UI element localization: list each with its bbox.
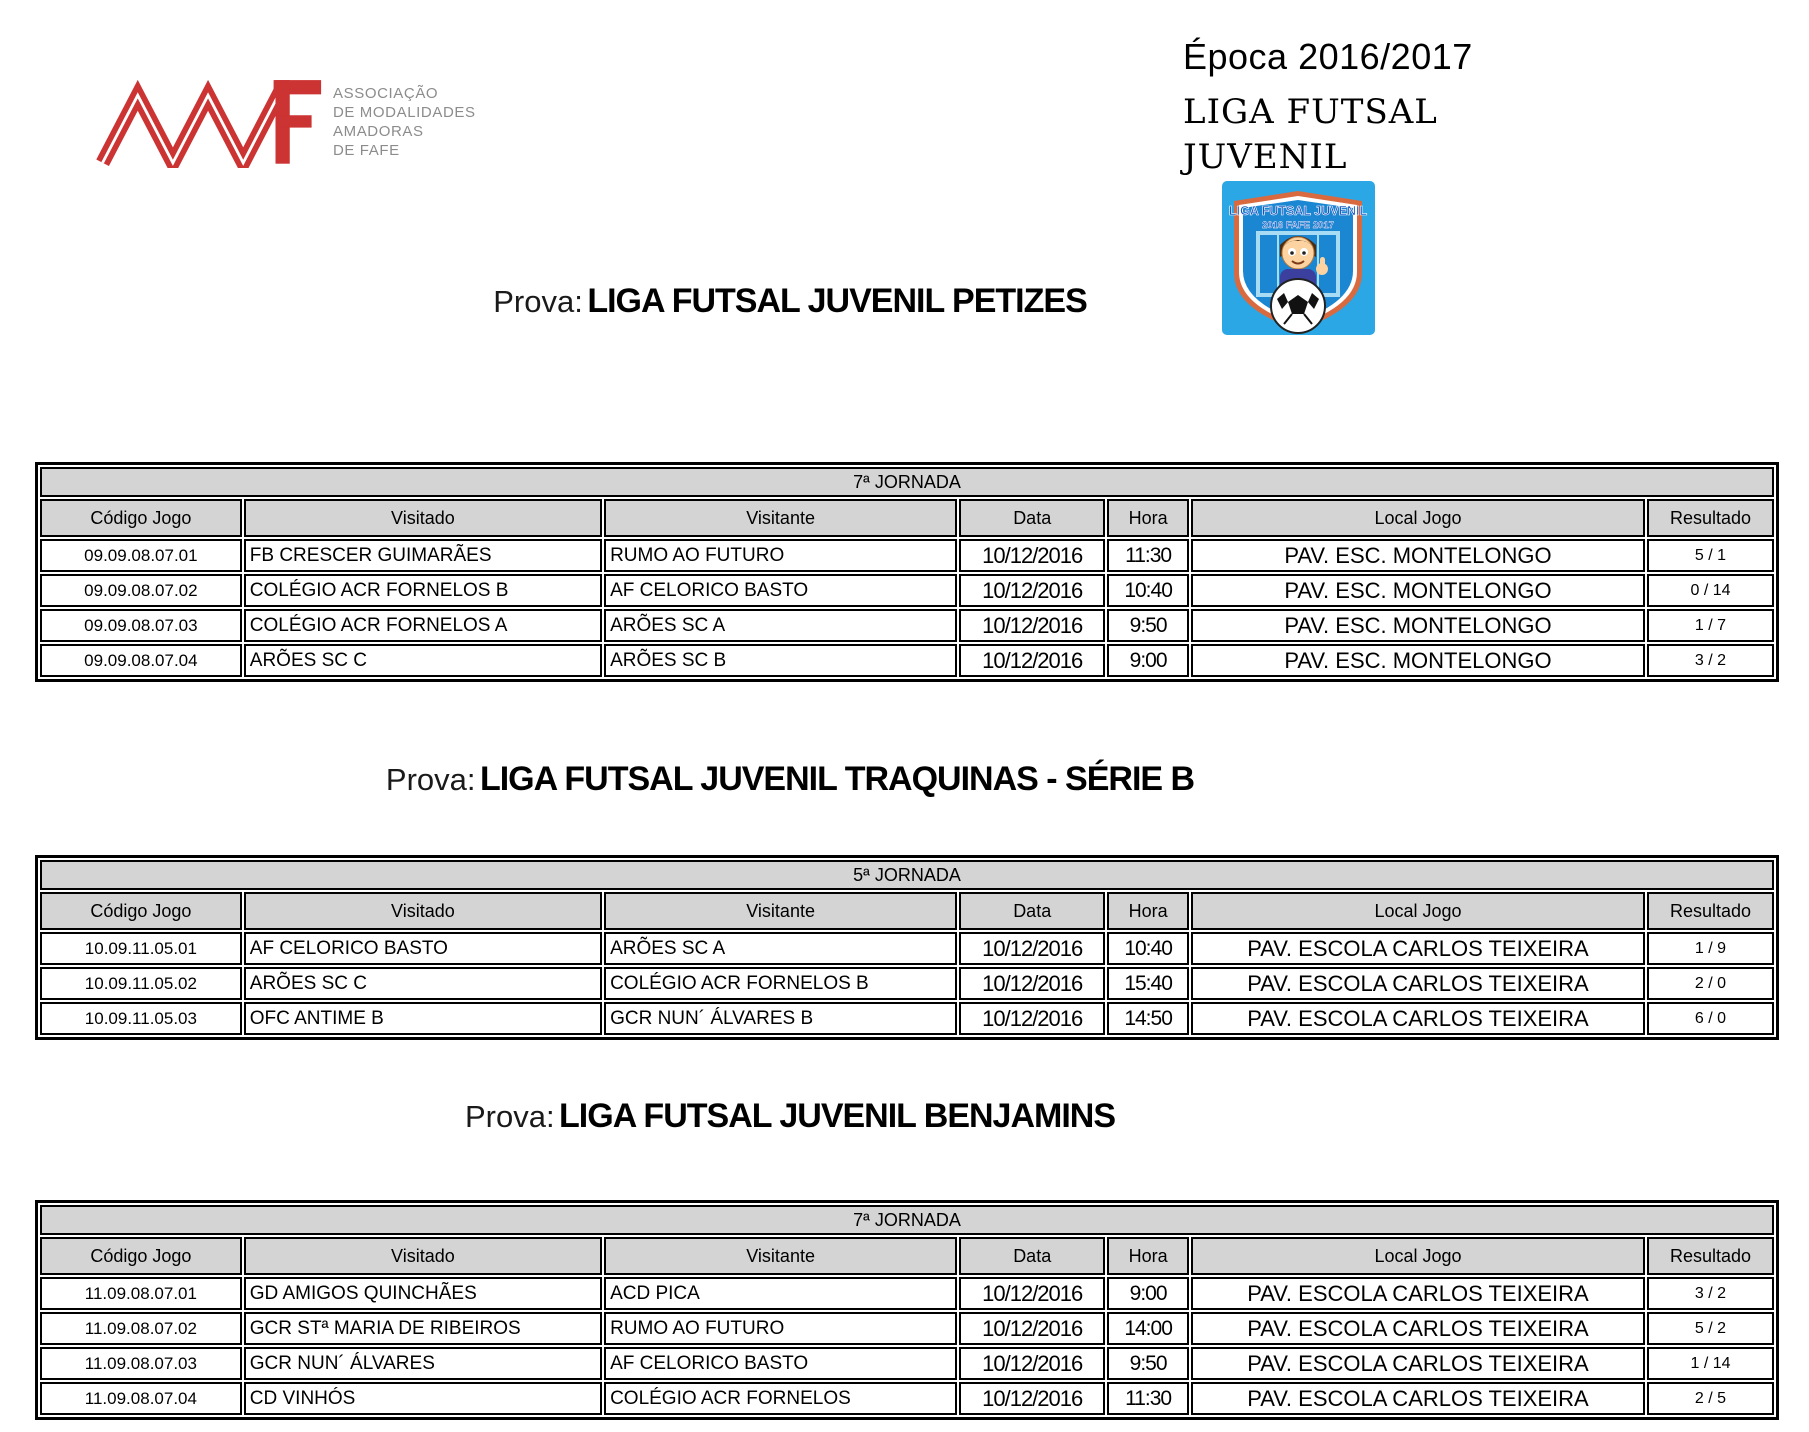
match-cell-resultado: 3 / 2: [1647, 1277, 1774, 1310]
match-cell-visitante: ACD PICA: [604, 1277, 957, 1310]
match-cell-local: PAV. ESC. MONTELONGO: [1191, 539, 1645, 572]
match-cell-hora: 10:40: [1107, 574, 1189, 607]
match-cell-local: PAV. ESCOLA CARLOS TEIXEIRA: [1191, 1347, 1645, 1380]
match-cell-data: 10/12/2016: [959, 1002, 1105, 1035]
match-cell-resultado: 5 / 1: [1647, 539, 1774, 572]
prova-label: Prova:: [493, 284, 583, 319]
logo-caption-line: ASSOCIAÇÃO: [333, 85, 439, 102]
badge-title-text: LIGA FUTSAL JUVENIL: [1228, 204, 1368, 218]
column-header-data: Data: [959, 499, 1105, 537]
badge-subtitle-text: 2016 FAFE 2017: [1262, 220, 1334, 231]
match-cell-codigo: 11.09.08.07.02: [40, 1312, 242, 1345]
match-cell-local: PAV. ESCOLA CARLOS TEIXEIRA: [1191, 967, 1645, 1000]
column-header-local-jogo: Local Jogo: [1191, 1237, 1645, 1275]
column-header-hora: Hora: [1107, 892, 1189, 930]
match-cell-resultado: 2 / 0: [1647, 967, 1774, 1000]
section-title-traquinas-serie-b: [0, 760, 1580, 799]
match-cell-data: 10/12/2016: [959, 609, 1105, 642]
match-cell-codigo: 10.09.11.05.02: [40, 967, 242, 1000]
match-cell-resultado: 5 / 2: [1647, 1312, 1774, 1345]
column-header-visitante: Visitante: [604, 1237, 957, 1275]
column-header-c-digo-jogo: Código Jogo: [40, 499, 242, 537]
match-cell-resultado: 0 / 14: [1647, 574, 1774, 607]
column-header-c-digo-jogo: Código Jogo: [40, 892, 242, 930]
match-cell-hora: 10:40: [1107, 932, 1189, 965]
match-cell-visitante: COLÉGIO ACR FORNELOS B: [604, 967, 957, 1000]
column-header-visitado: Visitado: [244, 499, 602, 537]
match-cell-visitante: RUMO AO FUTURO: [604, 1312, 957, 1345]
column-header-local-jogo: Local Jogo: [1191, 499, 1645, 537]
match-cell-visitado: GD AMIGOS QUINCHÃES: [244, 1277, 602, 1310]
match-cell-hora: 9:50: [1107, 1347, 1189, 1380]
match-cell-local: PAV. ESCOLA CARLOS TEIXEIRA: [1191, 1312, 1645, 1345]
match-cell-local: PAV. ESCOLA CARLOS TEIXEIRA: [1191, 1382, 1645, 1415]
match-cell-visitante: ARÕES SC A: [604, 609, 957, 642]
column-header-data: Data: [959, 892, 1105, 930]
column-header-visitante: Visitante: [604, 892, 957, 930]
fixtures-table-traquinas-b: [35, 855, 1779, 1040]
match-row: [40, 1312, 1774, 1345]
match-row: [40, 967, 1774, 1000]
logo-caption-line: AMADORAS: [333, 123, 424, 140]
match-cell-visitante: ARÕES SC B: [604, 644, 957, 677]
match-cell-hora: 9:00: [1107, 644, 1189, 677]
match-cell-visitante: RUMO AO FUTURO: [604, 539, 957, 572]
match-cell-visitante: COLÉGIO ACR FORNELOS: [604, 1382, 957, 1415]
match-cell-local: PAV. ESC. MONTELONGO: [1191, 574, 1645, 607]
amaf-logo-caption: [333, 84, 476, 160]
match-cell-visitante: ARÕES SC A: [604, 932, 957, 965]
prova-label: Prova:: [464, 1099, 555, 1134]
column-header-data: Data: [959, 1237, 1105, 1275]
match-row: [40, 1277, 1774, 1310]
league-title-line1: LIGA FUTSAL: [1183, 92, 1438, 132]
column-header-c-digo-jogo: Código Jogo: [40, 1237, 242, 1275]
match-cell-local: PAV. ESCOLA CARLOS TEIXEIRA: [1191, 1002, 1645, 1035]
match-cell-local: PAV. ESCOLA CARLOS TEIXEIRA: [1191, 1277, 1645, 1310]
column-header-hora: Hora: [1107, 499, 1189, 537]
match-cell-local: PAV. ESC. MONTELONGO: [1191, 644, 1645, 677]
match-cell-codigo: 11.09.08.07.03: [40, 1347, 242, 1380]
match-cell-codigo: 09.09.08.07.02: [40, 574, 242, 607]
match-cell-data: 10/12/2016: [959, 967, 1105, 1000]
match-cell-visitante: AF CELORICO BASTO: [604, 574, 957, 607]
match-cell-local: PAV. ESCOLA CARLOS TEIXEIRA: [1191, 932, 1645, 965]
match-row: [40, 932, 1774, 965]
match-cell-codigo: 11.09.08.07.01: [40, 1277, 242, 1310]
competition-name: LIGA FUTSAL JUVENIL TRAQUINAS - SÉRIE B: [479, 760, 1195, 798]
league-title: [1183, 90, 1438, 180]
logo-caption-line: DE MODALIDADES: [333, 104, 476, 121]
league-title-line2: JUVENIL: [1183, 137, 1348, 177]
match-cell-resultado: 1 / 7: [1647, 609, 1774, 642]
match-cell-hora: 15:40: [1107, 967, 1189, 1000]
match-cell-visitado: OFC ANTIME B: [244, 1002, 602, 1035]
match-cell-hora: 9:50: [1107, 609, 1189, 642]
match-row: [40, 1347, 1774, 1380]
match-cell-codigo: 10.09.11.05.01: [40, 932, 242, 965]
match-cell-hora: 14:00: [1107, 1312, 1189, 1345]
match-cell-visitado: CD VINHÓS: [244, 1382, 602, 1415]
match-cell-codigo: 09.09.08.07.01: [40, 539, 242, 572]
column-header-resultado: Resultado: [1647, 499, 1774, 537]
match-cell-data: 10/12/2016: [959, 1277, 1105, 1310]
match-cell-data: 10/12/2016: [959, 574, 1105, 607]
match-cell-local: PAV. ESC. MONTELONGO: [1191, 609, 1645, 642]
jornada-header: 7ª JORNADA: [40, 1205, 1774, 1235]
match-cell-visitado: ARÕES SC C: [244, 644, 602, 677]
jornada-header: 5ª JORNADA: [40, 860, 1774, 890]
column-header-visitado: Visitado: [244, 892, 602, 930]
fixtures-table-benjamins: [35, 1200, 1779, 1420]
match-cell-resultado: 6 / 0: [1647, 1002, 1774, 1035]
match-row: [40, 644, 1774, 677]
match-cell-visitado: COLÉGIO ACR FORNELOS B: [244, 574, 602, 607]
match-cell-hora: 14:50: [1107, 1002, 1189, 1035]
match-cell-resultado: 2 / 5: [1647, 1382, 1774, 1415]
section-title-petizes: [0, 282, 1580, 321]
match-cell-data: 10/12/2016: [959, 1312, 1105, 1345]
match-cell-data: 10/12/2016: [959, 539, 1105, 572]
column-header-visitado: Visitado: [244, 1237, 602, 1275]
match-cell-codigo: 11.09.08.07.04: [40, 1382, 242, 1415]
match-cell-visitado: GCR NUN´ ÁLVARES: [244, 1347, 602, 1380]
match-cell-data: 10/12/2016: [959, 644, 1105, 677]
column-header-hora: Hora: [1107, 1237, 1189, 1275]
match-cell-resultado: 3 / 2: [1647, 644, 1774, 677]
prova-label: Prova:: [385, 762, 476, 797]
match-cell-visitado: FB CRESCER GUIMARÃES: [244, 539, 602, 572]
fixtures-table-petizes: [35, 462, 1779, 682]
jornada-header: 7ª JORNADA: [40, 467, 1774, 497]
column-header-resultado: Resultado: [1647, 892, 1774, 930]
match-cell-codigo: 09.09.08.07.03: [40, 609, 242, 642]
match-cell-visitante: GCR NUN´ ÁLVARES B: [604, 1002, 957, 1035]
match-row: [40, 609, 1774, 642]
match-cell-codigo: 10.09.11.05.03: [40, 1002, 242, 1035]
match-cell-visitado: AF CELORICO BASTO: [244, 932, 602, 965]
match-cell-visitado: GCR STª MARIA DE RIBEIROS: [244, 1312, 602, 1345]
match-cell-visitado: ARÕES SC C: [244, 967, 602, 1000]
column-header-visitante: Visitante: [604, 499, 957, 537]
match-cell-hora: 11:30: [1107, 539, 1189, 572]
season-label: Época 2016/2017: [1183, 36, 1473, 77]
match-cell-codigo: 09.09.08.07.04: [40, 644, 242, 677]
logo-caption-line: DE FAFE: [333, 142, 400, 159]
column-header-local-jogo: Local Jogo: [1191, 892, 1645, 930]
match-row: [40, 539, 1774, 572]
match-cell-hora: 9:00: [1107, 1277, 1189, 1310]
match-row: [40, 1002, 1774, 1035]
match-cell-data: 10/12/2016: [959, 932, 1105, 965]
column-header-resultado: Resultado: [1647, 1237, 1774, 1275]
amaf-zigzag-logo-icon: [95, 72, 323, 168]
competition-name: LIGA FUTSAL JUVENIL BENJAMINS: [559, 1097, 1116, 1135]
match-cell-data: 10/12/2016: [959, 1382, 1105, 1415]
match-cell-resultado: 1 / 9: [1647, 932, 1774, 965]
match-row: [40, 574, 1774, 607]
match-cell-visitado: COLÉGIO ACR FORNELOS A: [244, 609, 602, 642]
competition-name: LIGA FUTSAL JUVENIL PETIZES: [587, 282, 1087, 320]
match-cell-hora: 11:30: [1107, 1382, 1189, 1415]
match-row: [40, 1382, 1774, 1415]
match-cell-resultado: 1 / 14: [1647, 1347, 1774, 1380]
section-title-benjamins: [0, 1097, 1580, 1136]
match-cell-data: 10/12/2016: [959, 1347, 1105, 1380]
match-cell-visitante: AF CELORICO BASTO: [604, 1347, 957, 1380]
